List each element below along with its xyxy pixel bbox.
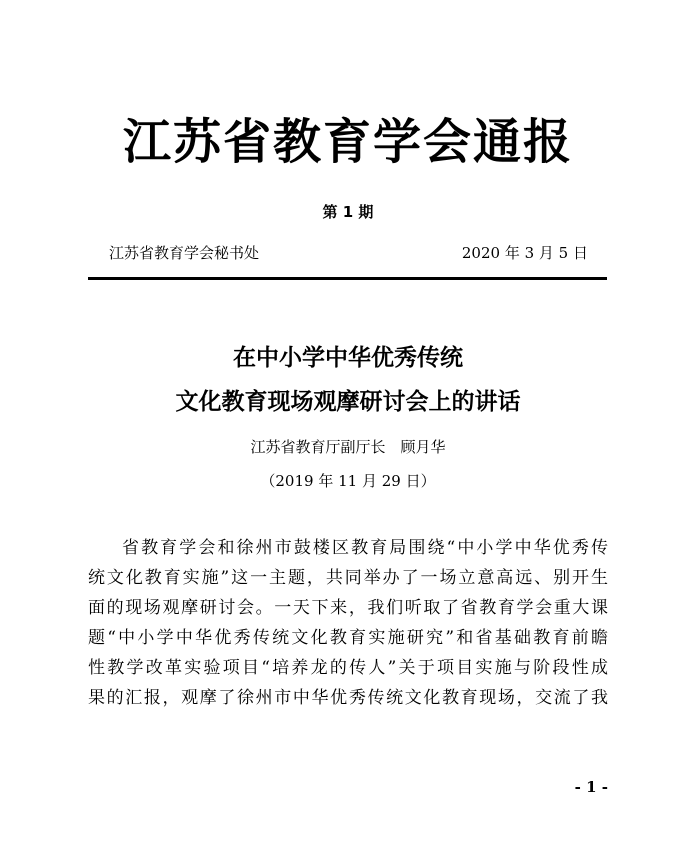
bulletin-masthead-title: 江苏省教育学会通报	[122, 114, 573, 170]
issue-number: 第 1 期	[322, 203, 374, 221]
body-text-line: 统文化教育实施”这一主题，共同举办了一场立意高远、别开生	[88, 568, 608, 588]
page-number: - 1 -	[574, 778, 608, 796]
article-title-line-2: 文化教育现场观摩研讨会上的讲话	[175, 388, 521, 415]
publisher-name: 江苏省教育学会秘书处	[109, 244, 260, 262]
body-text-line: 省教育学会和徐州市鼓楼区教育局围绕“中小学中华优秀传	[122, 538, 608, 558]
header-divider	[88, 277, 607, 280]
body-text-line: 题“中小学中华优秀传统文化教育实施研究”和省基础教育前瞻	[88, 628, 608, 648]
body-text-line: 果的汇报，观摩了徐州市中华优秀传统文化教育现场，交流了我	[88, 688, 608, 708]
publication-date: 2020 年 3 月 5 日	[461, 244, 588, 262]
body-text-line: 性教学改革实验项目“培养龙的传人”关于项目实施与阶段性成	[88, 658, 608, 678]
body-text-line: 面的现场观摩研讨会。一天下来，我们听取了省教育学会重大课	[88, 598, 608, 618]
article-title-line-1: 在中小学中华优秀传统	[233, 344, 463, 371]
speaker-byline: 江苏省教育厅副厅长 顾月华	[250, 438, 446, 456]
speech-date: （2019 年 11 月 29 日）	[260, 472, 436, 490]
